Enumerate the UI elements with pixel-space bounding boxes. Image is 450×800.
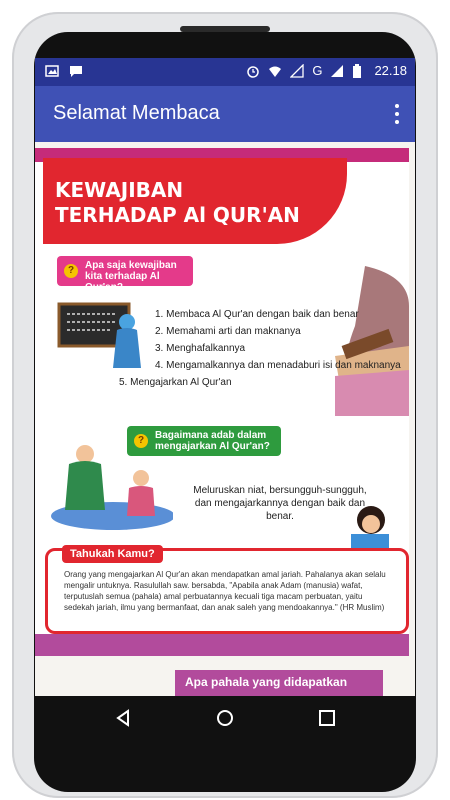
answer-text: Meluruskan niat, bersungguh-sungguh, dan mengajarkannya dengan baik dan benar. — [193, 485, 367, 522]
obligations-list — [119, 308, 405, 393]
list-item: 5. Mengajarkan Al Qur'an — [119, 377, 232, 388]
image-notification-icon — [45, 64, 59, 78]
info-box — [45, 548, 409, 634]
page-bottom-decoration — [35, 634, 409, 656]
device-screen — [35, 58, 415, 740]
app-bar — [35, 86, 415, 142]
network-type-label: G — [312, 63, 323, 78]
phone-speaker — [180, 26, 270, 32]
book-page-image — [35, 148, 409, 656]
teacher-illustration — [57, 300, 147, 370]
info-box-text: Orang yang mengajarkan Al Qur'an akan mendapatkan amal jariah. Pahalanya akan selalu mengalir untuknya. Rasulullah saw. bersabda, "Apabila anak Adam (manusia) wafat, terputuslah semua (pahala) amal perbuatannya kecuali tiga macam perbuatan, yaitu sedekah jariah, ilmu yang bermanfaat, dan anak saleh yang mendoakannya." (HR Muslim) — [64, 570, 386, 612]
clock: 22.18 — [374, 63, 407, 78]
next-page-heading: Apa pahala yang didapatkan — [175, 670, 383, 696]
list-item: 4. Mengamalkannya dan menadaburi isi dan maknanya — [155, 360, 401, 371]
wifi-icon — [268, 64, 282, 78]
content-viewer[interactable] — [35, 142, 415, 696]
back-icon[interactable] — [113, 708, 133, 728]
alarm-icon — [246, 64, 260, 78]
home-icon[interactable] — [215, 708, 235, 728]
info-box-title: Tahukah Kamu? — [62, 545, 163, 563]
question-badge-1: ? Apa saja kewajiban kita terhadap Al Qur'an? — [57, 256, 193, 286]
list-item: 3. Menghafalkannya — [155, 343, 246, 354]
app-title: Selamat Membaca — [53, 102, 220, 124]
page-heading: KEWAJIBAN TERHADAP Al QUR'AN — [55, 178, 300, 227]
navigation-bar — [35, 696, 415, 740]
overflow-menu-icon[interactable] — [395, 104, 401, 124]
signal-empty-icon — [290, 64, 304, 78]
status-bar — [35, 58, 415, 86]
signal-icon — [330, 64, 344, 78]
recents-icon[interactable] — [317, 708, 337, 728]
question-badge-2: ? Bagaimana adab dalam mengajarkan Al Qur'an? — [127, 426, 281, 456]
battery-icon — [352, 64, 366, 78]
list-item: 2. Memahami arti dan maknanya — [155, 326, 301, 337]
teacher-student-illustration — [43, 430, 173, 530]
chat-notification-icon — [69, 64, 83, 78]
list-item: 1. Membaca Al Qur'an dengan baik dan benar — [155, 309, 359, 320]
